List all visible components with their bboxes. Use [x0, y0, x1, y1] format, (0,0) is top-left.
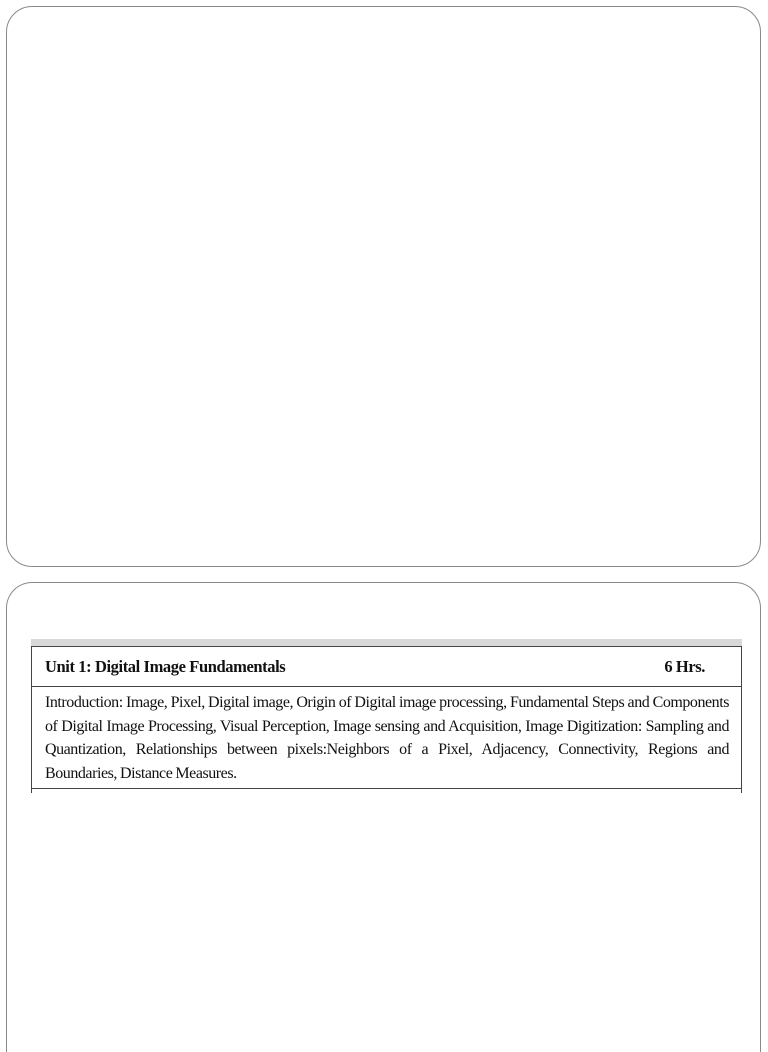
unit-title: Unit 1: Digital Image Fundamentals: [45, 656, 286, 676]
slide-1: [6, 6, 761, 567]
table-border-left: [31, 789, 32, 793]
slide-2: [6, 582, 761, 1052]
table-border-right: [741, 789, 742, 793]
table-continuation: [31, 789, 742, 793]
unit-hours: 6 Hrs.: [664, 656, 705, 676]
syllabus-table: [31, 639, 742, 793]
unit-description: Introduction: Image, Pixel, Digital image, Origin of Digital image processing, Fundamental Steps and Components of Digital Image Processing, Visual Perception, Image sensing and Acquisition, Image Digitization: Sampling and Quantization, Relationships between pixels:Neighbors of a Pixel, Adjacency, Connectivity, Regions and Boundaries, Distance Measures.: [31, 686, 742, 789]
unit-header-row: [31, 646, 742, 686]
